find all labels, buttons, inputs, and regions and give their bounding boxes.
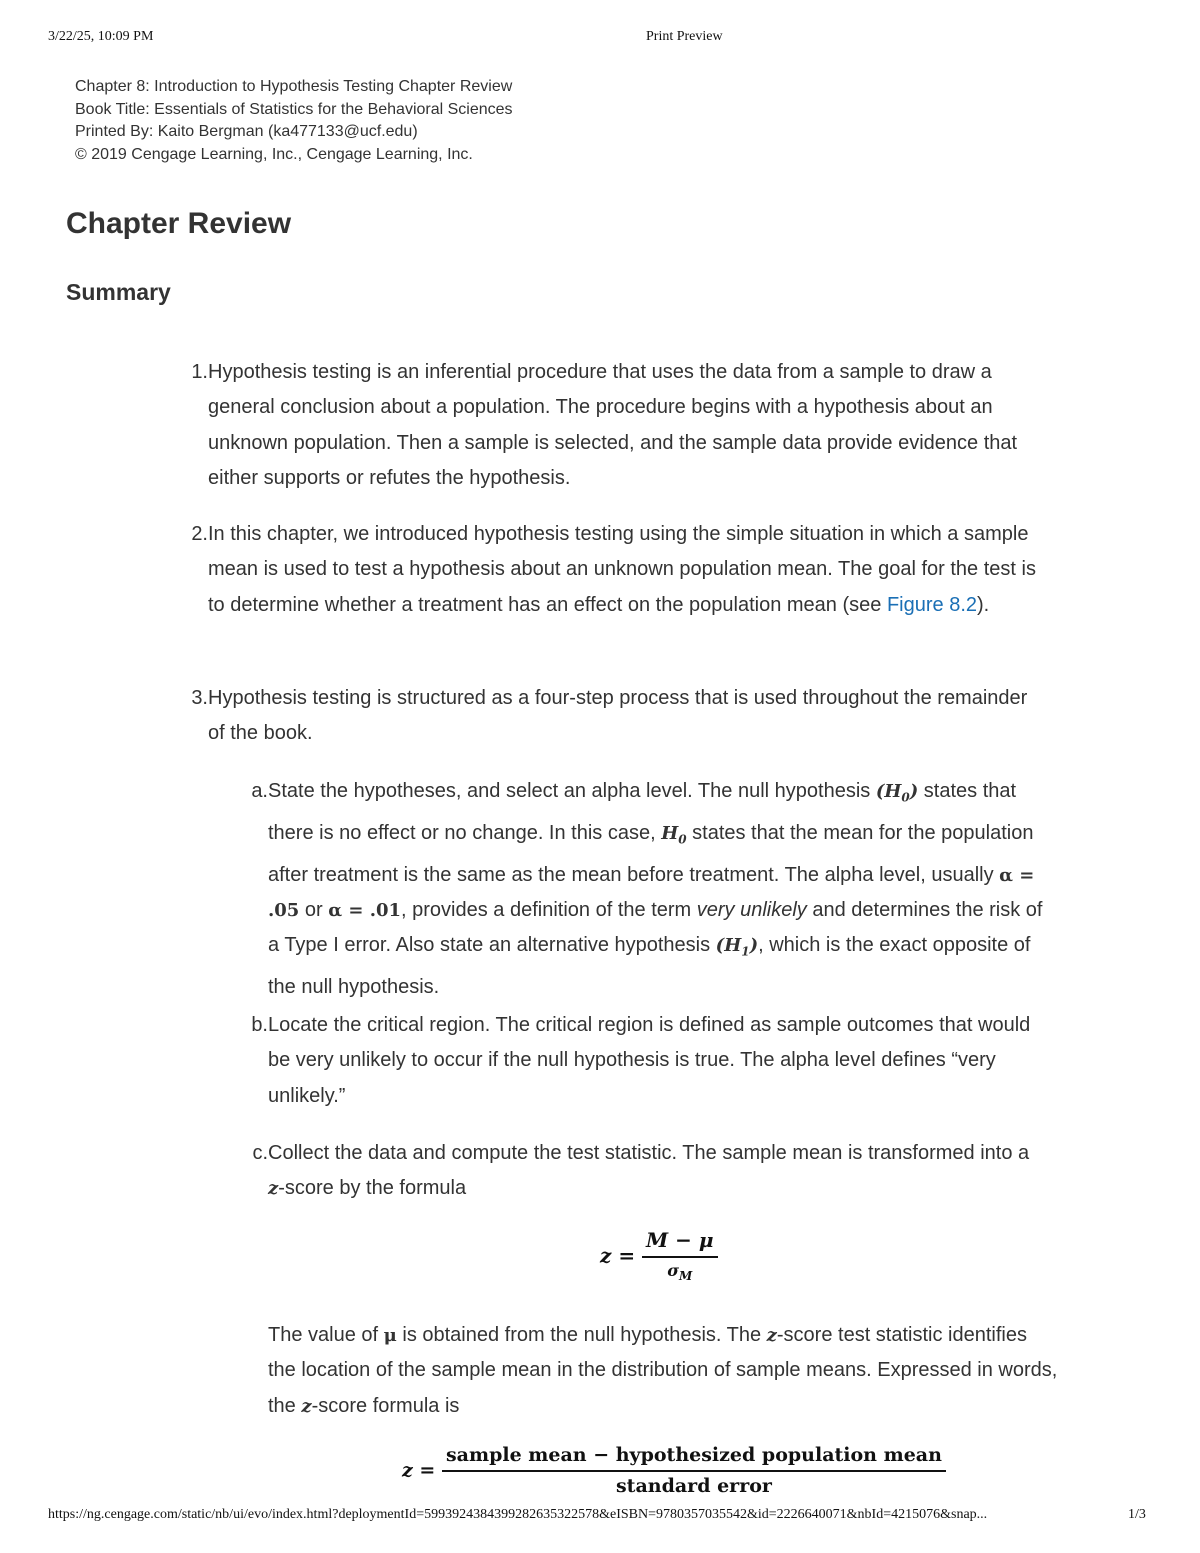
item-text: Hypothesis testing is an inferential procedure that uses the data from a sample to draw a general conclusion about a population. The procedure begins with a hypothesis about an unknown population. Then a sample is selected, and the sample data provide evidence that either supports or refutes the hypothesis. — [208, 361, 1018, 489]
formula-denominator: standard error — [615, 1475, 772, 1497]
summary-item-1 — [178, 355, 1048, 496]
print-preview-title: Print Preview — [646, 29, 723, 44]
meta-copyright: © 2019 Cengage Learning, Inc., Cengage Learning, Inc. — [75, 145, 473, 163]
step-text: Collect the data and compute the test statistic. The sample mean is transformed into a z-score by the formula — [268, 1142, 1030, 1200]
step-a — [238, 774, 1050, 1006]
alpha-05: α = .05 — [268, 864, 1035, 922]
print-datetime: 3/22/25, 10:09 PM — [48, 29, 154, 44]
step-text: State the hypotheses, and select an alpha level. The null hypothesis $(H_0)$ states that there is no effect or no change. In this case, $H_0$ states that the mean for the population after treatment is the same as the mean before treatment. The alpha level, usually α = .05 or α = .01, provides a definition of the term very unlikely and determines the risk of a Type I error. Also state an alternative hypothesis $(H_1)$, which is the exact opposite of the null hypothesis. — [268, 780, 1043, 999]
step-text: Locate the critical region. The critical region is defined as sample outcomes that would be very unlikely to occur if the null hypothesis is true. The alpha level defines “very unlikely.” — [268, 1014, 1031, 1107]
h1-symbol: $(H_1)$ — [715, 935, 759, 959]
figure-8-2-link[interactable]: Figure 8.2 — [886, 593, 978, 616]
z-symbol: z — [766, 1325, 777, 1346]
item-number: 3. — [191, 687, 208, 709]
meta-printed-by: Printed By: Kaito Bergman (ka477133@ucf.edu) — [75, 123, 418, 140]
formula-denominator: $\sigma_M$ — [667, 1261, 693, 1284]
formula-lhs: z = — [402, 1459, 436, 1482]
item-number: 1. — [191, 361, 208, 383]
item-text: Hypothesis testing is structured as a four-step process that is used throughout the remainder of the book. — [208, 687, 1028, 745]
alpha-01: α = .01 — [328, 900, 402, 922]
step-c-continuation: The value of μ is obtained from the null hypothesis. The z-score test statistic identifies the location of the sample mean in the distribution of sample means. Expressed in words, the z-score formula is — [268, 1324, 1058, 1417]
item-text: In this chapter, we introduced hypothesis testing using the simple situation in which a sample mean is used to test a hypothesis about an unknown population mean. The goal for the test is to determine whether a treatment has an effect on the population mean (see Figure 8.2). — [208, 523, 1036, 616]
summary-item-2 — [178, 517, 1048, 623]
emphasis-very-unlikely: very unlikely — [696, 899, 807, 922]
meta-book-title: Book Title: Essentials of Statistics for the Behavioral Sciences — [75, 100, 513, 118]
formula-fraction — [442, 1444, 946, 1497]
summary-item-3 — [178, 681, 1048, 752]
z-symbol: z — [268, 1178, 279, 1200]
print-footer-url: https://ng.cengage.com/static/nb/ui/evo/index.html?deploymentId=5993924384399282635322578&eISBN=9780357035542&id=2226640071&nbId=4215076&snap... — [48, 1507, 988, 1522]
step-b — [238, 1008, 1050, 1114]
step-letter: c. — [252, 1142, 268, 1164]
page-title: Chapter Review — [66, 207, 292, 240]
formula-lhs: z = — [600, 1243, 636, 1268]
page-number: 1/3 — [1128, 1507, 1146, 1522]
item-number: 2. — [191, 523, 208, 545]
z-score-formula — [600, 1228, 718, 1283]
mu-symbol: μ — [383, 1325, 397, 1346]
z-score-words-formula — [402, 1444, 946, 1497]
h0-symbol: $H_0$ — [661, 822, 687, 847]
meta-chapter: Chapter 8: Introduction to Hypothesis Testing Chapter Review — [75, 78, 513, 95]
formula-numerator: M − μ — [642, 1228, 717, 1258]
formula-fraction — [642, 1228, 717, 1283]
z-symbol: z — [301, 1395, 312, 1417]
document-meta — [75, 76, 513, 166]
section-heading-summary: Summary — [66, 279, 171, 305]
step-letter: b. — [251, 1014, 268, 1036]
step-letter: a. — [251, 780, 268, 802]
step-c — [238, 1136, 1050, 1207]
formula-numerator: sample mean − hypothesized population mean — [442, 1444, 946, 1472]
h0-symbol: $(H_0)$ — [875, 781, 919, 805]
